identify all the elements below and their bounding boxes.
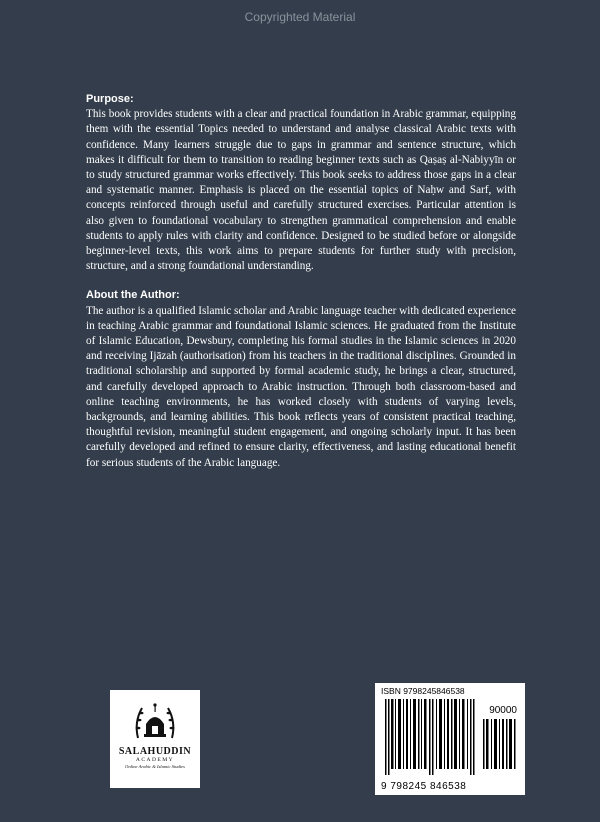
price-bars [483,719,517,769]
isbn-digits: 9 798245 846538 [381,781,467,792]
copyright-watermark: Copyrighted Material [244,10,356,24]
isbn-bars [385,699,477,775]
academy-tagline: Online Arabic & Islamic Studies [125,764,185,769]
isbn-label: ISBN 9798245846538 [381,686,465,696]
isbn-barcode [375,683,525,795]
author-paragraph: The author is a qualified Islamic scholar and Arabic language teacher with dedicated experience in teaching Arabic grammar and foundational Islamic sciences. He graduated from the Institute of Islamic Education, Dewsbury, completing his formal studies in the Islamic sciences in 2020 and receiving Ijāzah (authorisation) from his teachers in the traditional disciplines. Grounded in traditional scholarship and supported by formal academic study, he brings a clear, structured, and carefully developed approach to Arabic instruction. Through both classroom-based and online teaching environments, he has worked closely with students of varying levels, backgrounds, and learning abilities. This book reflects years of consistent practical teaching, thoughtful revision, meaningful student engagement, and ongoing scholarly input. It has been carefully developed and refined to ensure clarity, effectiveness, and lasting educational benefit for serious students of the Arabic language. [86,304,516,469]
back-cover-text [86,92,516,485]
author-heading: About the Author: [86,289,180,302]
academy-subtitle: ACADEMY [135,757,175,763]
purpose-paragraph: This book provides students with a clear and practical foundation in Arabic grammar, equipping them with the essential Topics needed to understand and analyse classical Arabic texts with confidence. Many learners struggle due to gaps in grammar and sentence structure, which makes it difficult for them to transition to reading beginner texts such as Qaṣaṣ al-Nabiyyīn or to study structured grammar works effectively. This book seeks to address those gaps in a clear and systematic manner. Emphasis is placed on the essential topics of Naḥw and Sarf, with concepts reinforced through useful and carefully structured exercises. Particular attention is also given to foundational vocabulary to strengthen grammatical comprehension and enable students to apply rules with clarity and confidence. Designed to be studied before or alongside beginner-level texts, this work aims to prepare students for further study with precision, structure, and a strong foundational understanding. [86,108,516,273]
price-code: 90000 [489,705,517,716]
academy-logo [110,690,200,788]
mosque-wreath-icon [132,698,178,744]
academy-name: SALAHUDDIN [118,746,192,757]
purpose-heading: Purpose: [86,93,134,105]
